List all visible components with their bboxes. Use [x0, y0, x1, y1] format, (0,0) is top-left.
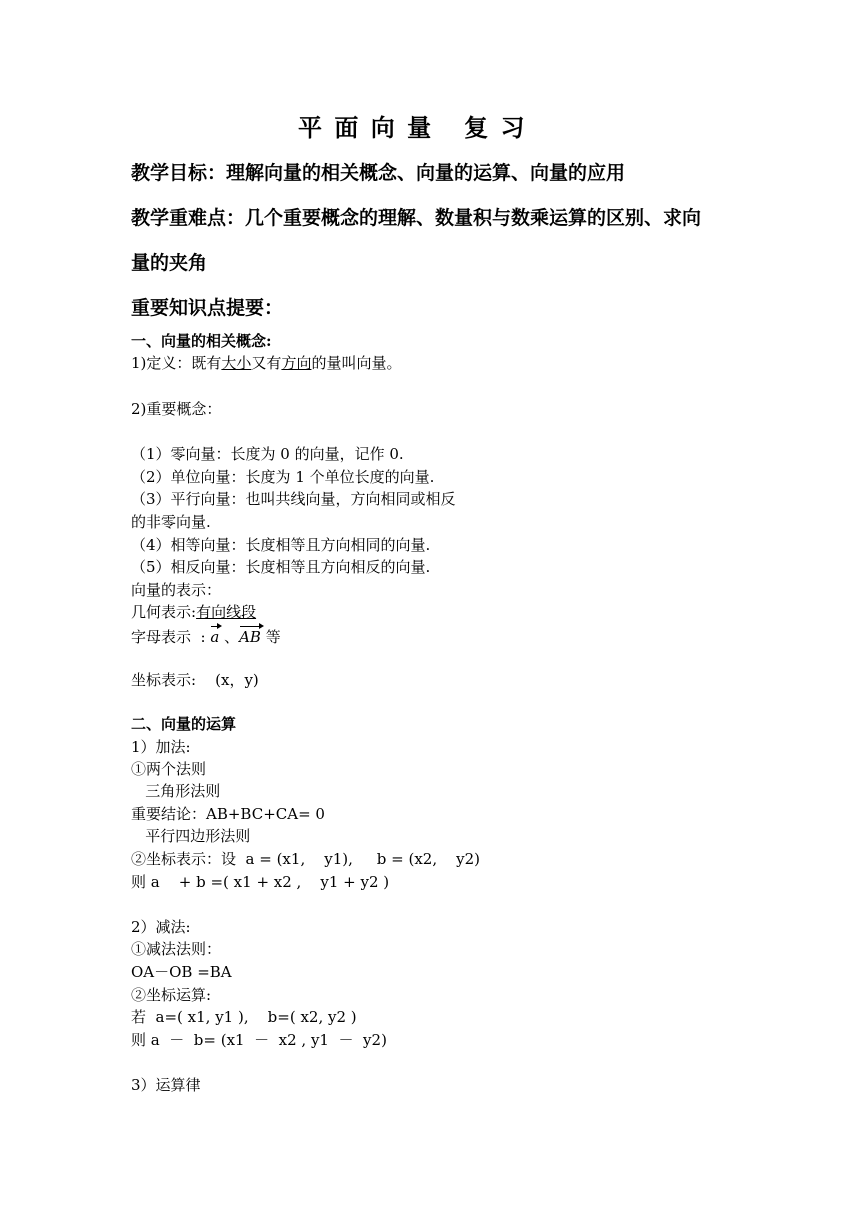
concept-unit-vector: （2）单位向量：长度为 1 个单位长度的向量. — [131, 468, 435, 486]
page-title: 平 面 向 量 复 习 — [298, 113, 527, 142]
operation-laws: 3）运算律 — [131, 1076, 201, 1094]
letter-separator: 、 — [219, 628, 240, 646]
concept-zero-vector: （1）零向量：长度为 0 的向量，记作 0. — [131, 445, 404, 463]
subtraction-coordinate-result: 则 a － b= (x1 － x2 , y1 － y2) — [131, 1031, 387, 1049]
parallelogram-rule: 平行四边形法则 — [131, 827, 251, 845]
subtraction-rule: ①减法法则： — [131, 940, 222, 958]
concept-equal-vector: （4）相等向量：长度相等且方向相同的向量. — [131, 536, 431, 554]
concept-parallel-vector-cont: 的非零向量. — [131, 513, 211, 531]
important-concepts-label: 2)重要概念： — [131, 400, 222, 418]
concept-opposite-vector: （5）相反向量：长度相等且方向相反的向量. — [131, 558, 431, 576]
subtraction-coordinate-label: ②坐标运算: — [131, 986, 212, 1004]
geometric-representation — [131, 602, 256, 622]
definition-direction: 方向 — [281, 354, 312, 372]
addition-coordinate-def: ②坐标表示：设 a = (x1, y1), b = (x2, y2) — [131, 850, 481, 868]
coordinate-representation: 坐标表示: (x，y) — [131, 671, 259, 689]
section2-heading: 二、向量的运算 — [131, 715, 237, 733]
geometric-prefix: 几何表示: — [131, 603, 197, 621]
definition-mid: 又有 — [251, 354, 282, 372]
geometric-value: 有向线段 — [196, 603, 257, 621]
letter-suffix: 等 — [260, 628, 281, 646]
key-points-heading: 重要知识点提要： — [131, 297, 284, 319]
subtraction-label: 2）减法: — [131, 918, 191, 936]
definition-suffix: 的量叫向量。 — [311, 354, 402, 372]
subtraction-formula: OA－OB =BA — [131, 963, 232, 981]
two-rules: ①两个法则 — [131, 760, 207, 778]
definition-magnitude: 大小 — [221, 354, 252, 372]
definition-line — [131, 353, 401, 373]
addition-label: 1）加法: — [131, 738, 191, 756]
triangle-rule: 三角形法则 — [131, 782, 221, 800]
vector-a-symbol: a — [210, 628, 220, 646]
representation-label: 向量的表示： — [131, 581, 222, 599]
teaching-difficulty-line1: 教学重难点：几个重要概念的理解、数量积与数乘运算的区别、求向 — [131, 207, 702, 229]
addition-coordinate-result: 则 a + b =( x1 + x2 , y1 + y2 ) — [131, 873, 390, 891]
letter-representation — [131, 626, 281, 648]
subtraction-coordinate-def: 若 a=( x1, y1 ), b=( x2, y2 ) — [131, 1008, 357, 1026]
vector-ab-symbol: AB — [239, 628, 261, 646]
concept-parallel-vector: （3）平行向量：也叫共线向量，方向相同或相反 — [131, 490, 456, 508]
section1-heading: 一、向量的相关概念: — [131, 332, 272, 350]
teaching-objectives: 教学目标：理解向量的相关概念、向量的运算、向量的应用 — [131, 162, 626, 184]
important-conclusion: 重要结论：AB+BC+CA= 0 — [131, 805, 325, 823]
definition-prefix: 1)定义：既有 — [131, 354, 222, 372]
letter-prefix: 字母表示 : — [131, 628, 211, 646]
teaching-difficulty-line2: 量的夹角 — [131, 252, 208, 274]
